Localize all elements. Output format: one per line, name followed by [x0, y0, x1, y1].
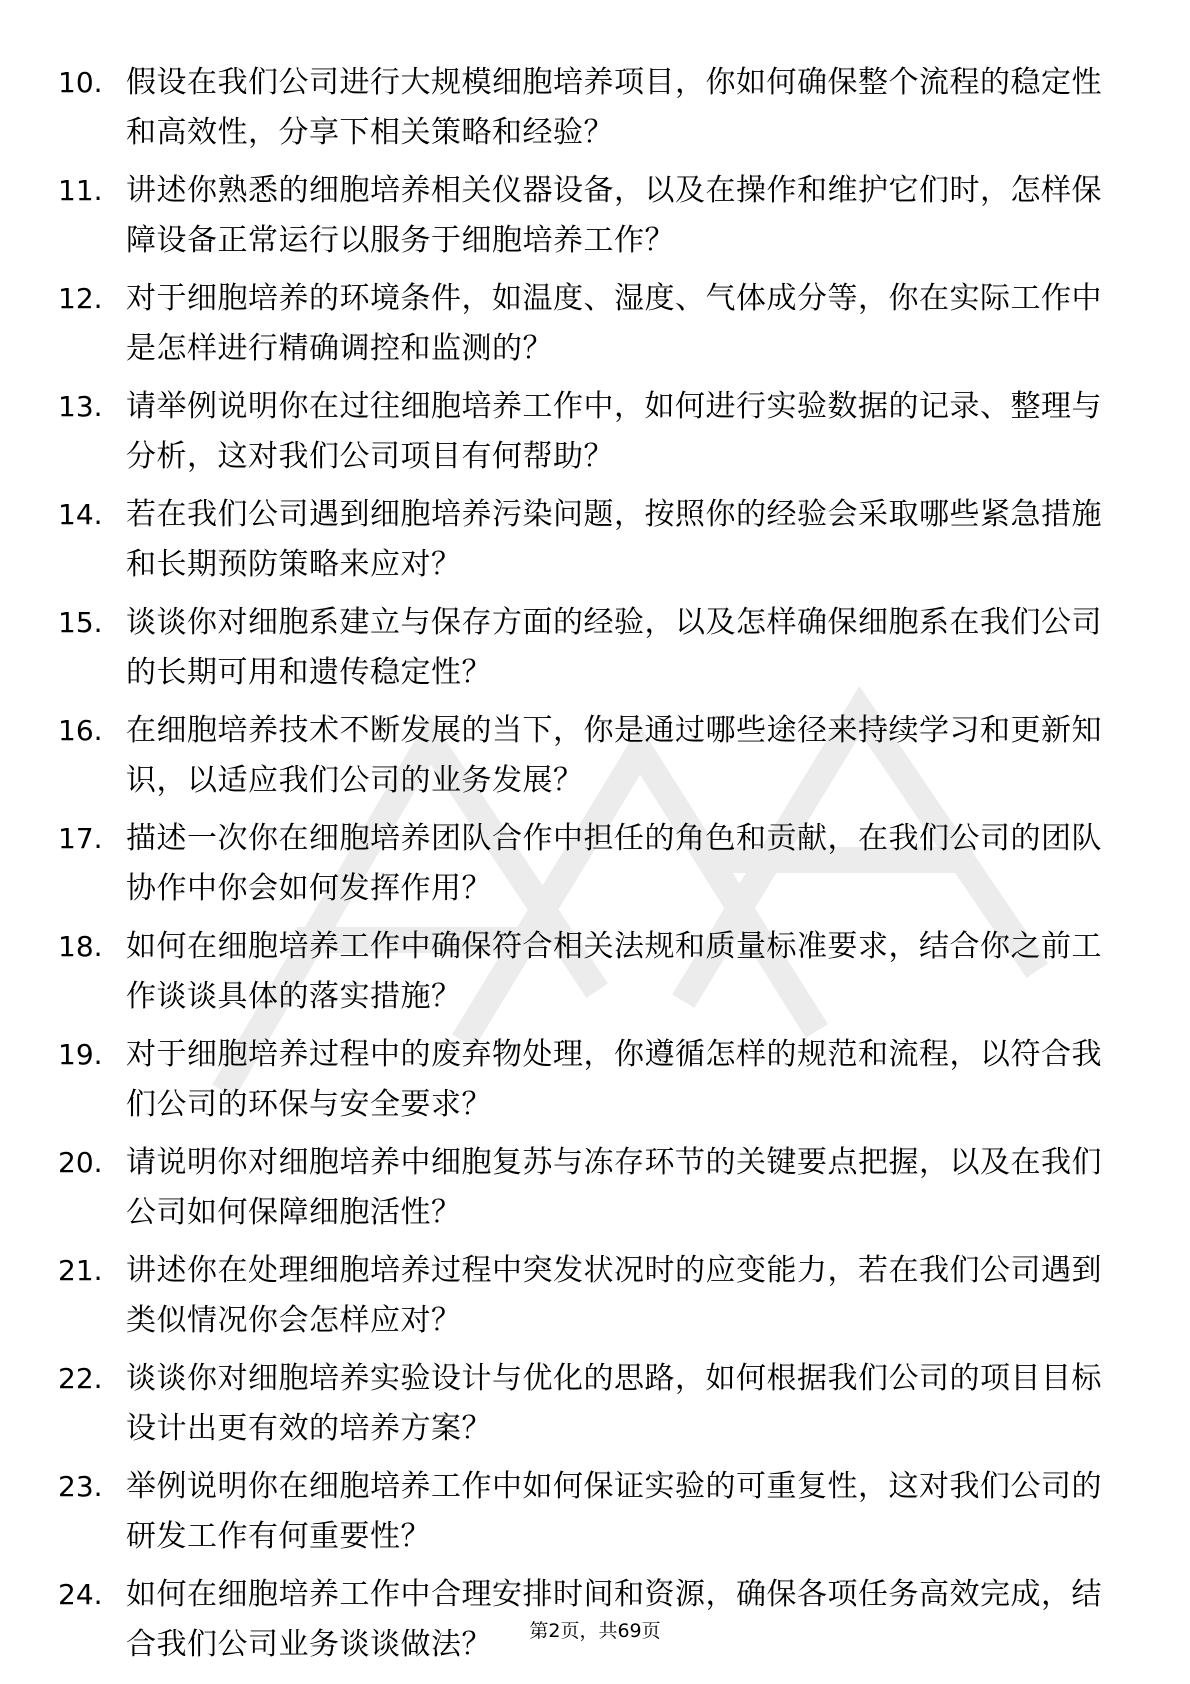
question-list	[58, 52, 1118, 1672]
question-text: 如何在细胞培养工作中合理安排时间和资源，确保各项任务高效完成，结合我们公司业务谈谈做法？	[126, 1577, 1102, 1662]
question-text: 举例说明你在细胞培养工作中如何保证实验的可重复性，这对我们公司的研发工作有何重要性？	[126, 1469, 1102, 1554]
question-number: 17.	[58, 822, 103, 855]
question-item	[58, 376, 1118, 484]
question-text: 请举例说明你在过往细胞培养工作中，如何进行实验数据的记录、整理与分析，这对我们公司项目有何帮助？	[126, 389, 1102, 474]
question-item	[58, 1024, 1118, 1132]
question-text: 对于细胞培养过程中的废弃物处理，你遵循怎样的规范和流程，以符合我们公司的环保与安全要求？	[126, 1037, 1102, 1122]
question-text: 对于细胞培养的环境条件，如温度、湿度、气体成分等，你在实际工作中是怎样进行精确调控和监测的？	[126, 281, 1102, 366]
question-number: 16.	[58, 714, 103, 747]
question-text: 若在我们公司遇到细胞培养污染问题，按照你的经验会采取哪些紧急措施和长期预防策略来应对？	[126, 497, 1102, 582]
question-item	[58, 1132, 1118, 1240]
question-text: 假设在我们公司进行大规模细胞培养项目，你如何确保整个流程的稳定性和高效性，分享下相关策略和经验？	[126, 65, 1102, 150]
question-item	[58, 52, 1118, 160]
question-item	[58, 1240, 1118, 1348]
question-number: 10.	[58, 66, 103, 99]
question-item	[58, 160, 1118, 268]
question-text: 谈谈你对细胞培养实验设计与优化的思路，如何根据我们公司的项目目标设计出更有效的培养方案？	[126, 1361, 1102, 1446]
question-item	[58, 1456, 1118, 1564]
question-number: 20.	[58, 1146, 103, 1179]
question-number: 22.	[58, 1362, 103, 1395]
question-number: 14.	[58, 498, 103, 531]
question-item	[58, 1348, 1118, 1456]
question-text: 在细胞培养技术不断发展的当下，你是通过哪些途径来持续学习和更新知识，以适应我们公司的业务发展？	[126, 713, 1102, 798]
question-item	[58, 808, 1118, 916]
question-number: 23.	[58, 1470, 103, 1503]
page-footer: 第2页，共69页	[529, 1620, 661, 1642]
question-number: 12.	[58, 282, 103, 315]
question-number: 21.	[58, 1254, 103, 1287]
question-item	[58, 484, 1118, 592]
question-text: 描述一次你在细胞培养团队合作中担任的角色和贡献，在我们公司的团队协作中你会如何发挥作用？	[126, 821, 1102, 906]
question-text: 谈谈你对细胞系建立与保存方面的经验，以及怎样确保细胞系在我们公司的长期可用和遗传稳定性？	[126, 605, 1102, 690]
question-item	[58, 268, 1118, 376]
question-number: 18.	[58, 930, 103, 963]
question-number: 11.	[58, 174, 103, 207]
question-number: 24.	[58, 1578, 103, 1611]
question-text: 请说明你对细胞培养中细胞复苏与冻存环节的关键要点把握，以及在我们公司如何保障细胞活性？	[126, 1145, 1102, 1230]
question-item	[58, 916, 1118, 1024]
question-number: 15.	[58, 606, 103, 639]
question-item	[58, 700, 1118, 808]
question-text: 讲述你熟悉的细胞培养相关仪器设备，以及在操作和维护它们时，怎样保障设备正常运行以服务于细胞培养工作？	[126, 173, 1102, 258]
question-text: 如何在细胞培养工作中确保符合相关法规和质量标准要求，结合你之前工作谈谈具体的落实措施？	[126, 929, 1102, 1014]
question-item	[58, 592, 1118, 700]
question-number: 13.	[58, 390, 103, 423]
question-number: 19.	[58, 1038, 103, 1071]
question-text: 讲述你在处理细胞培养过程中突发状况时的应变能力，若在我们公司遇到类似情况你会怎样应对？	[126, 1253, 1102, 1338]
